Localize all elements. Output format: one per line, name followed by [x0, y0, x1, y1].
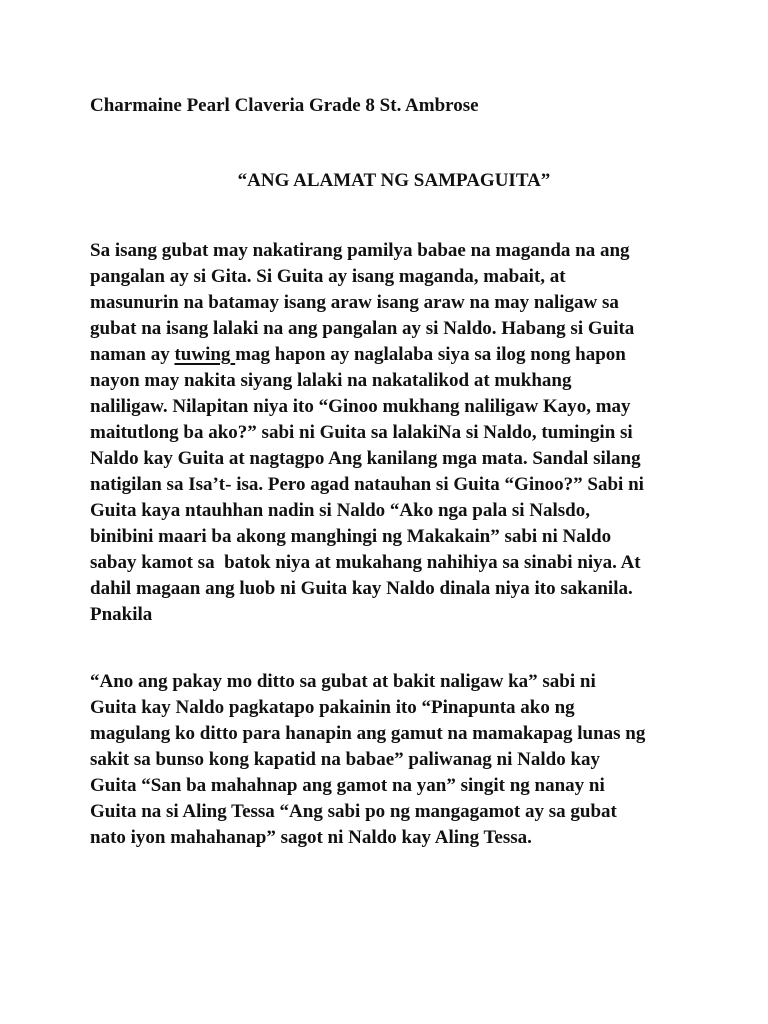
- paragraph-line: gubat na isang lalaki na ang pangalan ay si Naldo. Habang si Guita: [90, 318, 635, 339]
- paragraph-line: binibini maari ba akong manghingi ng Makakain” sabi ni Naldo: [90, 526, 612, 547]
- paragraph-line: Guita kaya ntauhhan nadin si Naldo “Ako nga pala si Nalsdo,: [90, 500, 590, 521]
- paragraph-line: sabay kamot sa batok niya at mukahang nahihiya sa sinabi niya. At: [90, 552, 641, 573]
- paragraph-line: Sa isang gubat may nakatirang pamilya babae na maganda na ang: [90, 240, 630, 261]
- paragraph-line: sakit sa bunso kong kapatid na babae” paliwanag ni Naldo kay: [90, 749, 601, 770]
- paragraph-line: magulang ko ditto para hanapin ang gamut na mamakapag lunas ng: [90, 723, 646, 744]
- paragraph-line: naliligaw. Nilapitan niya ito “Ginoo mukhang naliligaw Kayo, may: [90, 396, 631, 417]
- paragraph-line: “Ano ang pakay mo ditto sa gubat at bakit naligaw ka” sabi ni: [90, 671, 596, 692]
- paragraph-line: nato iyon mahahanap” sagot ni Naldo kay Aling Tessa.: [90, 827, 532, 848]
- paragraph-line: nayon may nakita siyang lalaki na nakatalikod at mukhang: [90, 370, 572, 391]
- paragraph-2: [90, 669, 720, 851]
- paragraph-line: [90, 342, 720, 368]
- paragraph-line: Guita kay Naldo pagkatapo pakainin ito “Pinapunta ako ng: [90, 697, 575, 718]
- paragraph-line: dahil magaan ang luob ni Guita kay Naldo dinala niya ito sakanila.: [90, 578, 633, 599]
- paragraph-line: natigilan sa Isa’t- isa. Pero agad natauhan si Guita “Ginoo?” Sabi ni: [90, 474, 644, 495]
- paragraph-line: Guita na si Aling Tessa “Ang sabi po ng mangagamot ay sa gubat: [90, 801, 617, 822]
- document-title: “ANG ALAMAT NG SAMPAGUITA”: [237, 170, 551, 191]
- author-header: Charmaine Pearl Claveria Grade 8 St. Ambrose: [90, 95, 479, 116]
- paragraph-line: Naldo kay Guita at nagtagpo Ang kanilang mga mata. Sandal silang: [90, 448, 641, 469]
- paragraph-line: pangalan ay si Gita. Si Guita ay isang maganda, mabait, at: [90, 266, 566, 287]
- line-text: naman ay: [90, 344, 175, 365]
- paragraph-line: masunurin na batamay isang araw isang araw na may naligaw sa: [90, 292, 619, 313]
- paragraph-1: [90, 238, 720, 628]
- paragraph-line: Guita “San ba mahahnap ang gamot na yan” singit ng nanay ni: [90, 775, 605, 796]
- underlined-word: tuwing: [174, 344, 236, 365]
- line-text: mag hapon ay naglalaba siya sa ilog nong hapon: [235, 344, 626, 365]
- paragraph-line: Pnakila: [90, 604, 153, 625]
- paragraph-line: maitutlong ba ako?” sabi ni Guita sa lalakiNa si Naldo, tumingin si: [90, 422, 633, 443]
